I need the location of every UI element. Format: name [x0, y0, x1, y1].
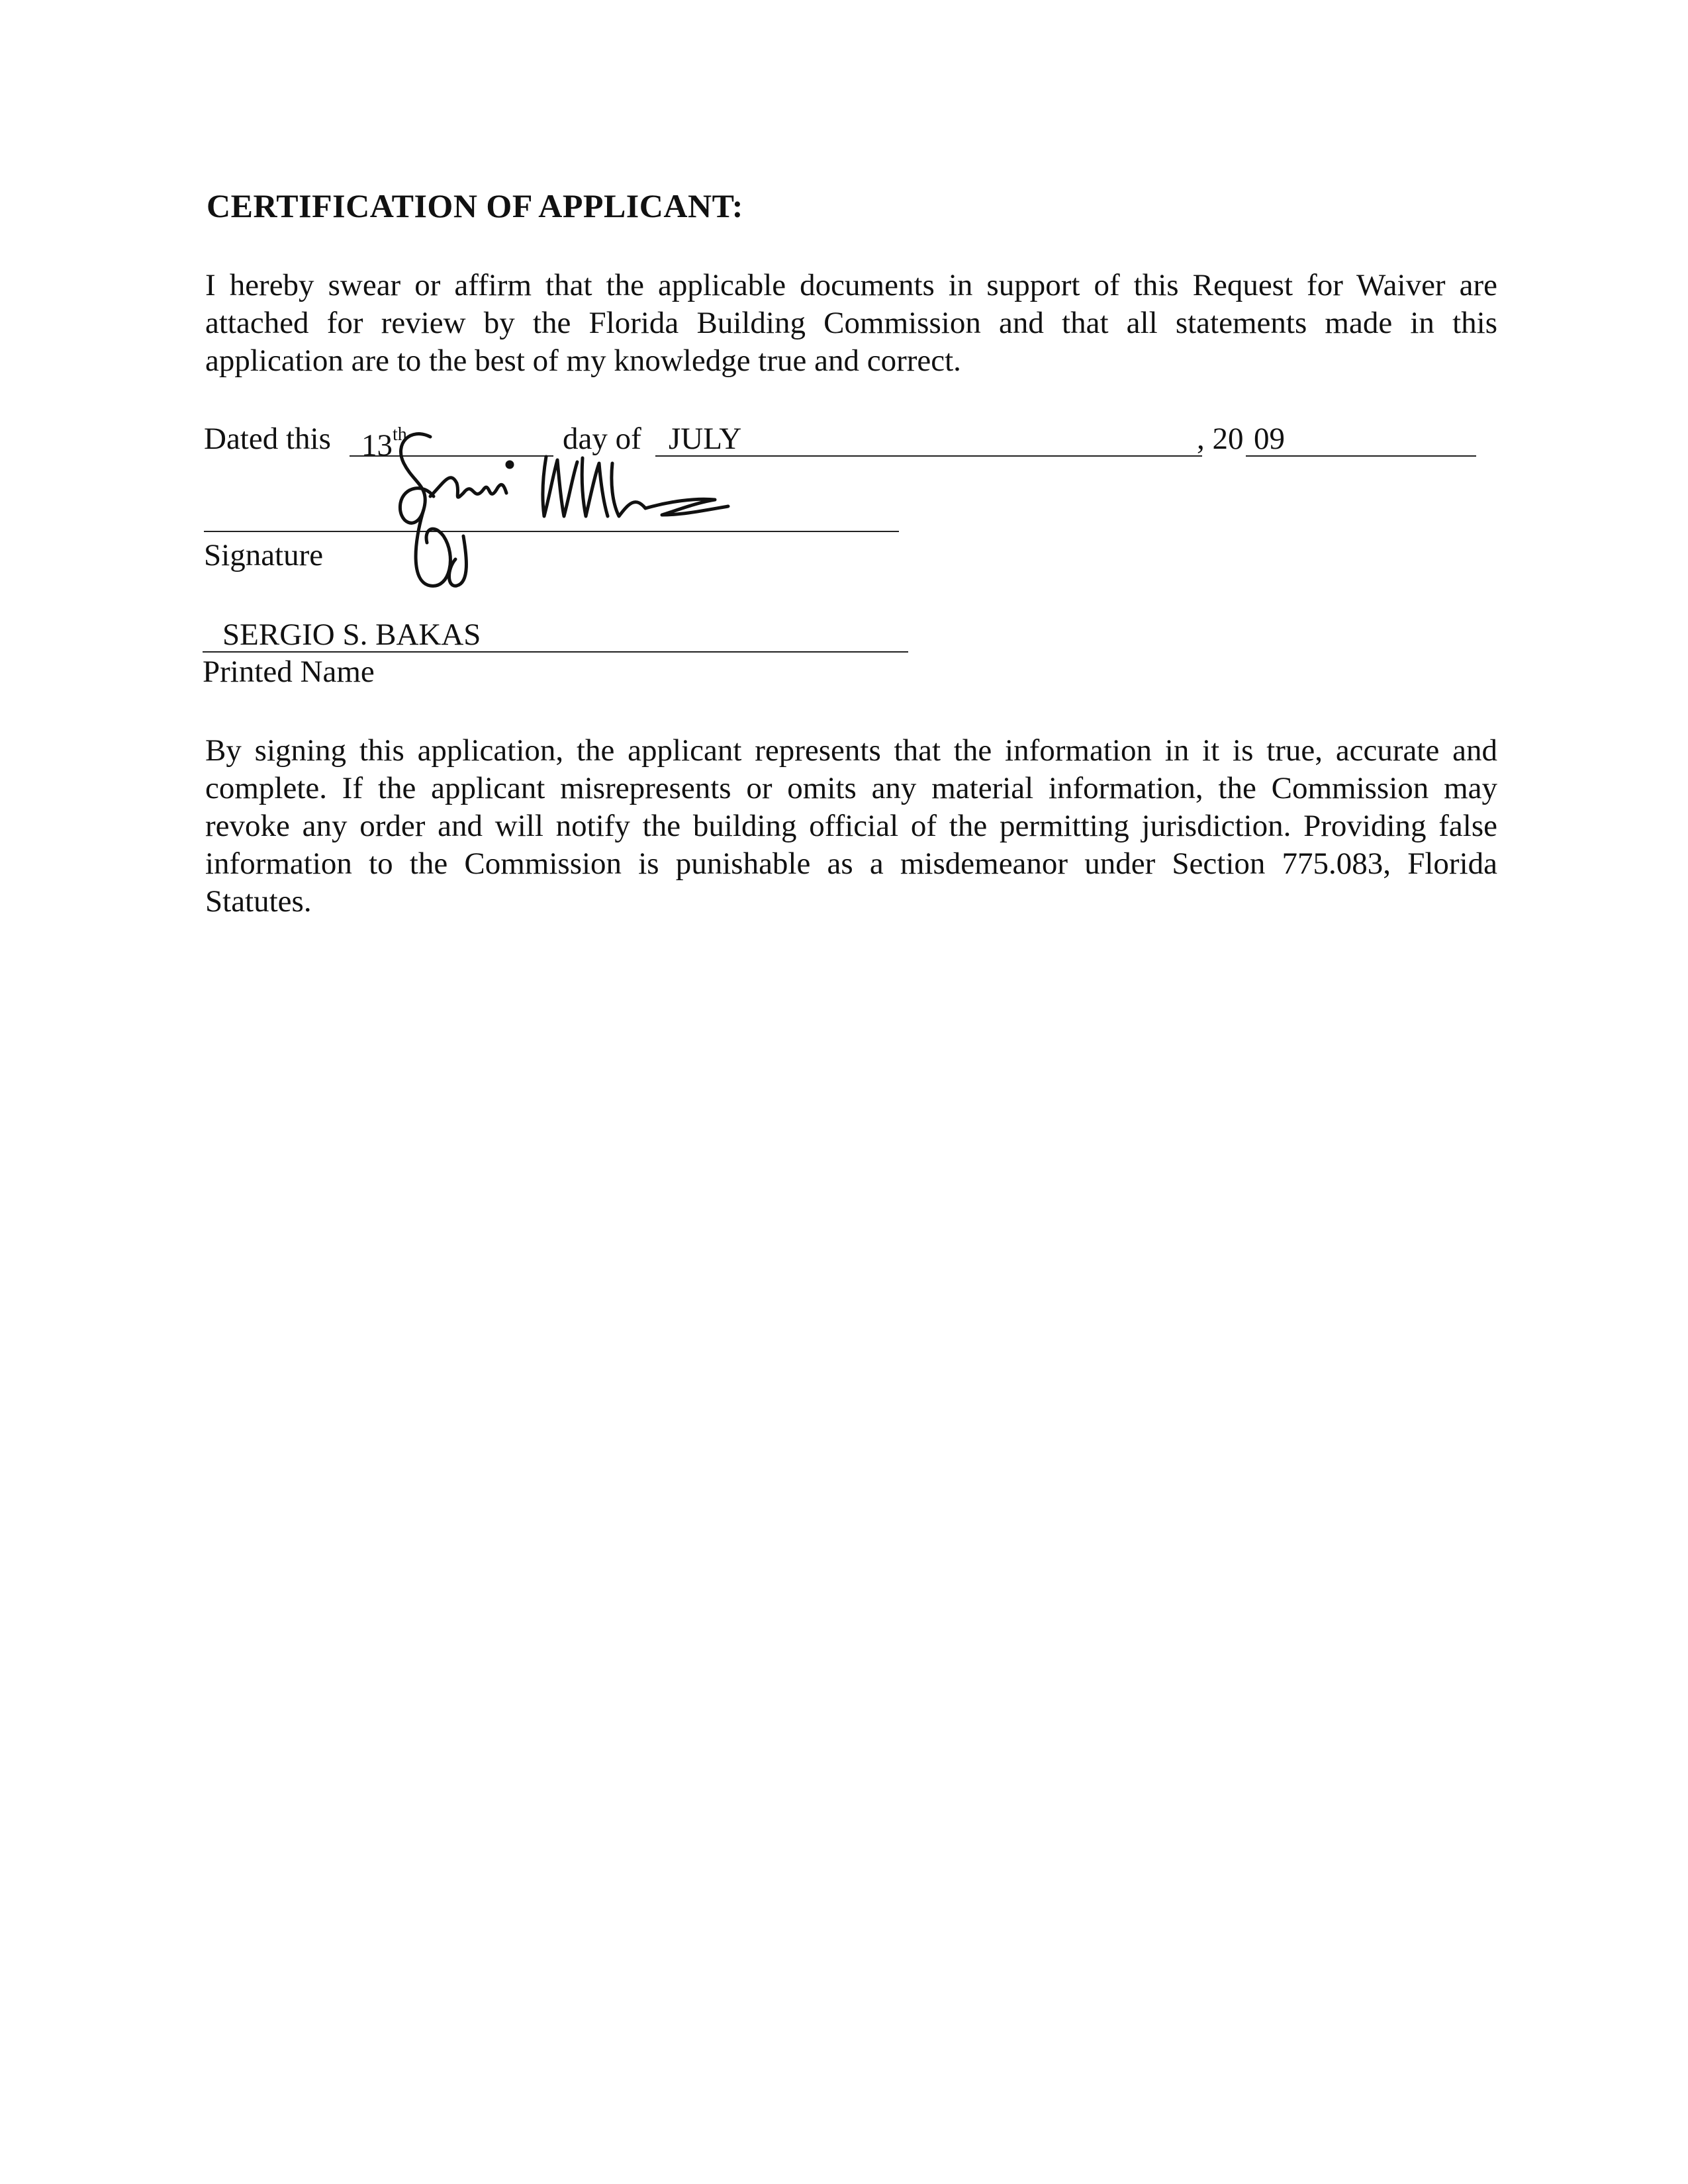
year-field [1246, 421, 1476, 457]
printed-name-field [203, 617, 908, 653]
printed-name-value: SERGIO S. BAKAS [222, 617, 481, 652]
signature-label: Signature [204, 538, 324, 572]
year-prefix: , 20 [1197, 422, 1244, 456]
day-of-label: day of [563, 422, 641, 456]
year-value: 09 [1254, 422, 1285, 456]
certification-statement: I hereby swear or affirm that the applicable documents in support of this Request for Waiver are attached for review by the Florida Building Commission and that all statements made in this application are to the best of my knowledge true and correct. [205, 268, 1497, 378]
disclaimer-statement: By signing this application, the applicant represents that the information in it is true, accurate and complete. If the applicant misrepresents or omits any material information, the Commission may revoke any order and will notify the building official of the permitting jurisdiction. Providing false information to the Commission is punishable as a misdemeanor under Section 775.083, Florida Statutes. [205, 733, 1497, 919]
handwritten-signature [384, 424, 808, 596]
section-heading: CERTIFICATION OF APPLICANT: [207, 187, 743, 224]
day-suffix: th [393, 424, 407, 445]
dated-label: Dated this [204, 422, 331, 456]
month-value: JULY [669, 422, 742, 456]
printed-name-label: Printed Name [203, 655, 375, 689]
day-value: 13 [361, 428, 393, 463]
